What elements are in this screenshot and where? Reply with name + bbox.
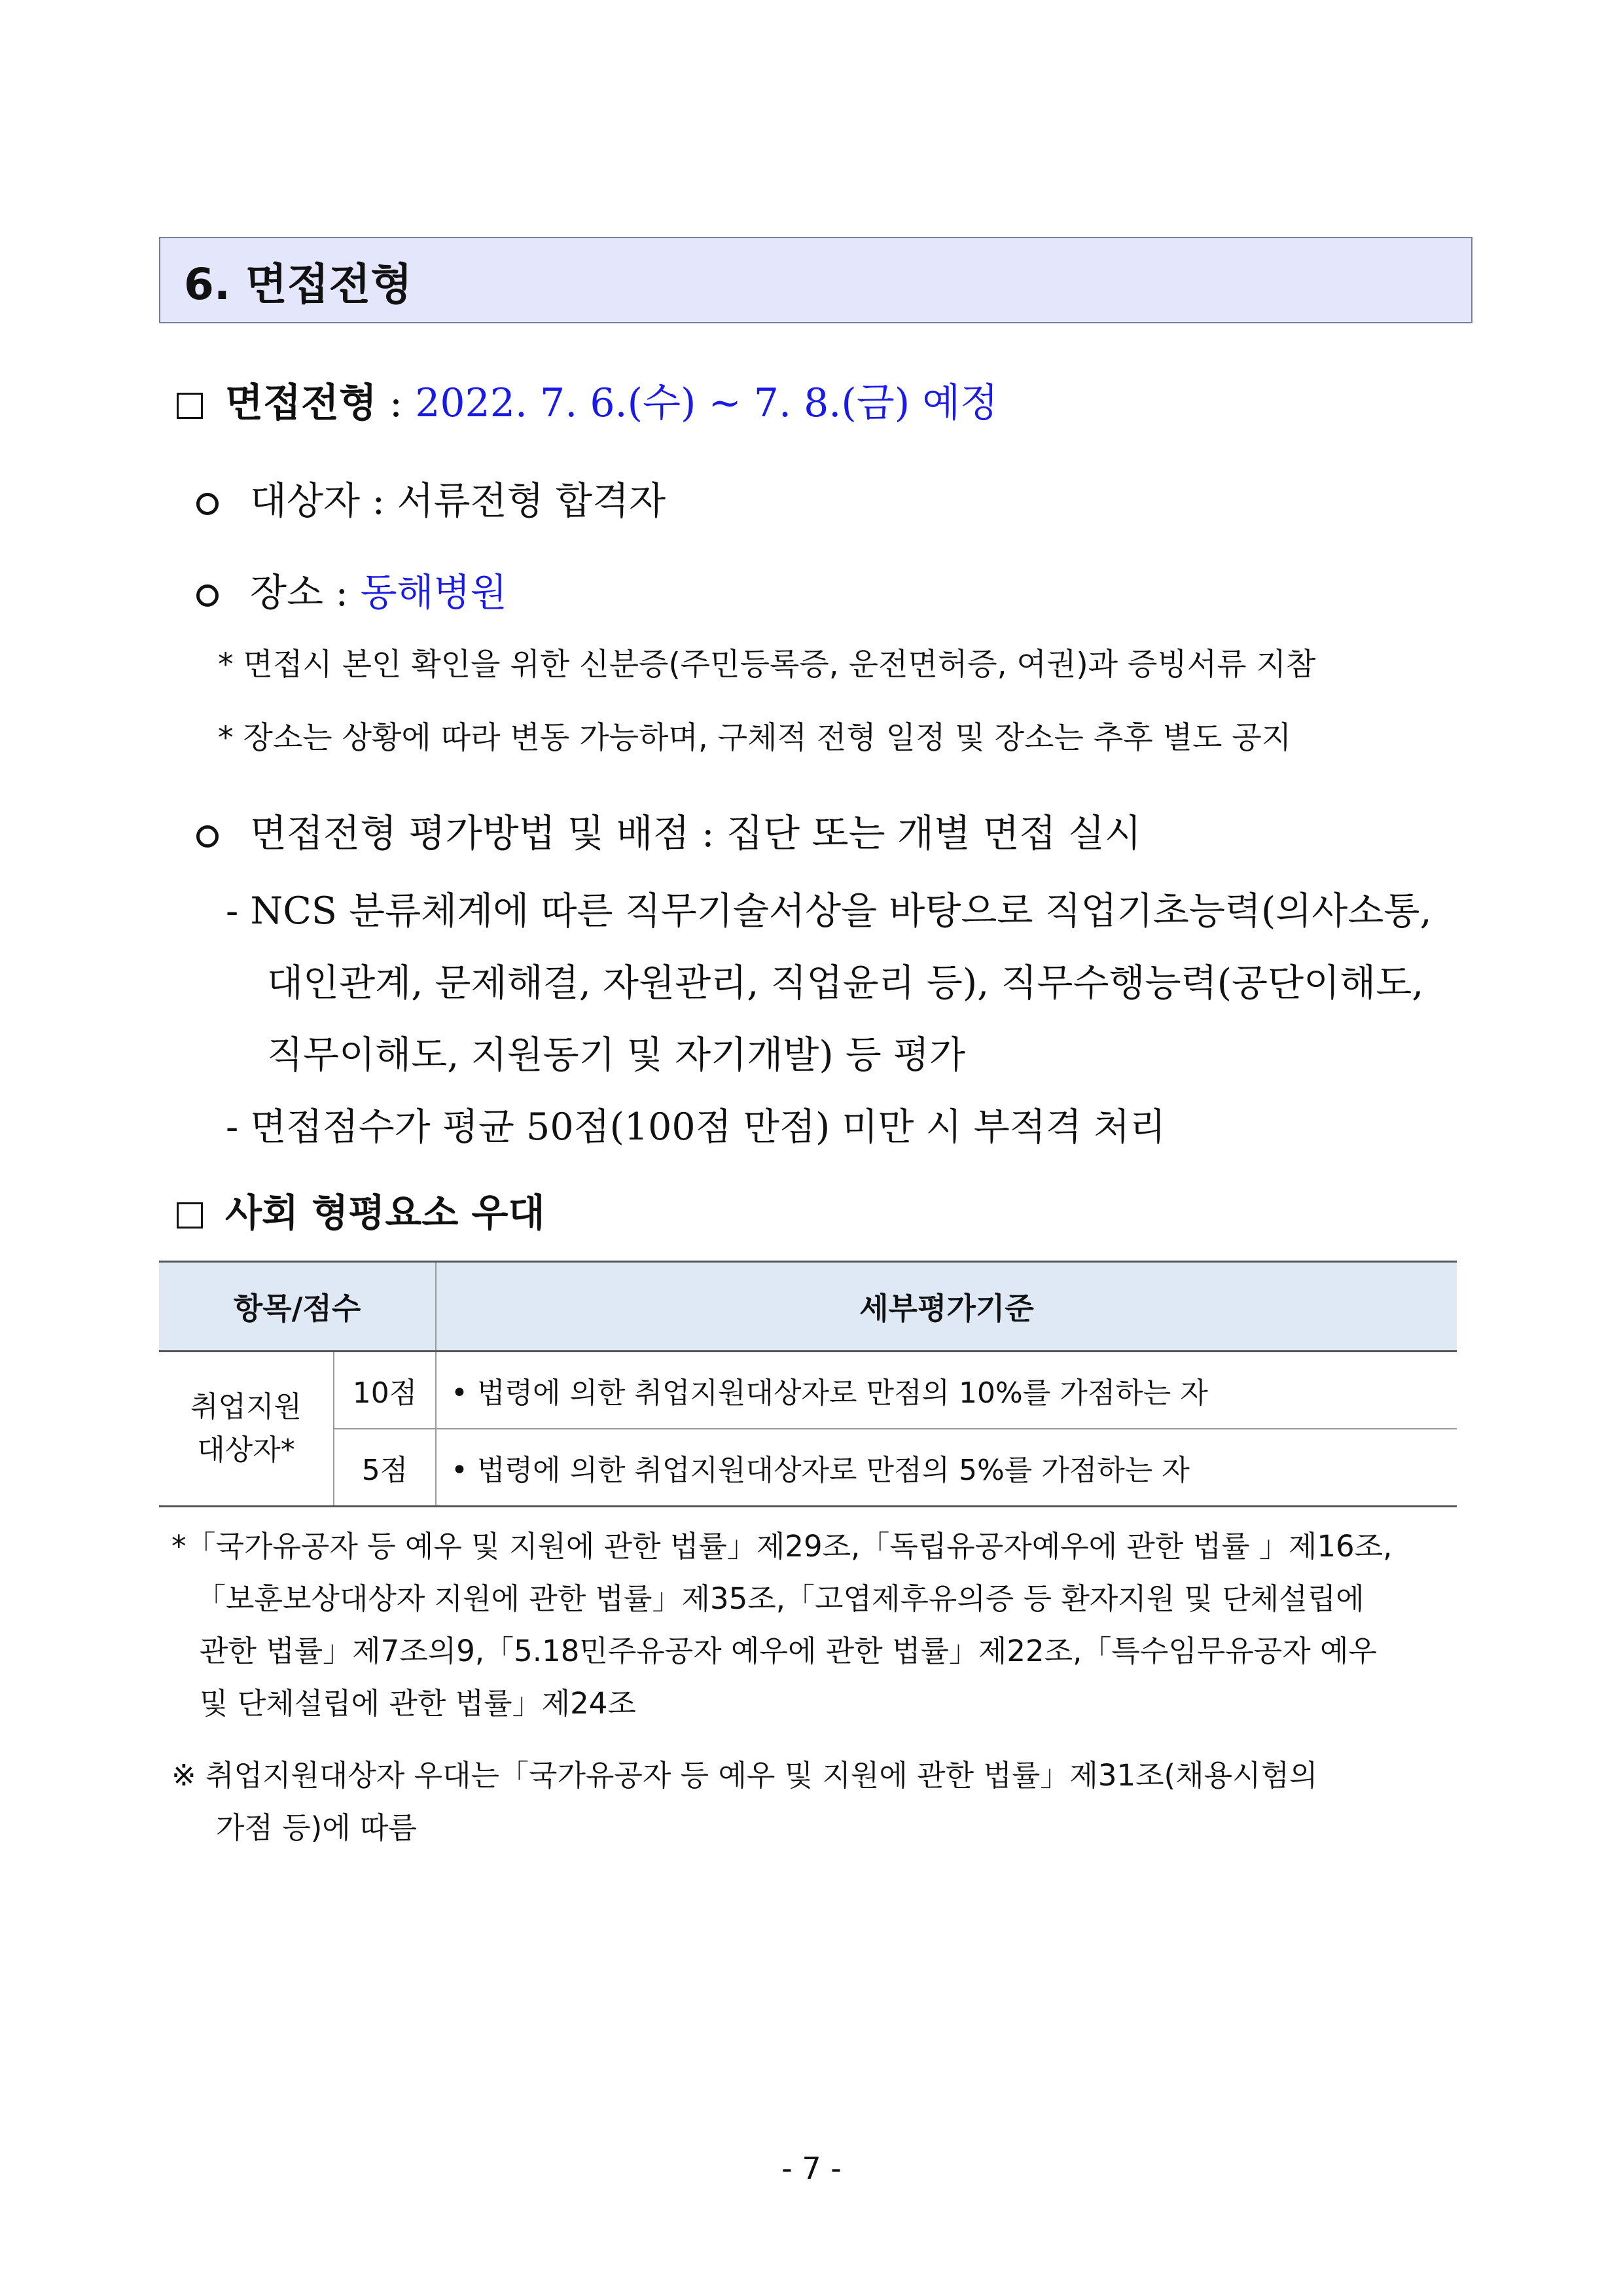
footnote-line-1: *「국가유공자 등 예우 및 지원에 관한 법률」제29조,「독립유공자예우에 관한 법률 」제16조,	[171, 1529, 1393, 1564]
circle-bullet-icon	[196, 584, 219, 607]
evaluation-bullet1-line1: - NCS 분류체계에 따른 직무기술서상을 바탕으로 직업기초능력(의사소통,	[226, 889, 1432, 933]
table-header-row	[159, 1262, 1457, 1352]
section-title: 6. 면접전형	[184, 259, 412, 310]
reference-line-1: ※ 취업지원대상자 우대는「국가유공자 등 예우 및 지원에 관한 법률」제31조(채용시험의	[171, 1758, 1318, 1793]
circle-bullet-icon	[196, 493, 219, 515]
place-line	[196, 562, 507, 617]
circle-bullet-icon	[196, 825, 219, 848]
evaluation-bullet1-line2: 대인관계, 문제해결, 자원관리, 직업윤리 등), 직무수행능력(공단이해도,	[267, 961, 1424, 1005]
target-label: 대상자 :	[250, 478, 397, 523]
criteria-cell: • 법령에 의한 취업지원대상자로 만점의 10%를 가점하는 자	[436, 1352, 1457, 1429]
evaluation-bullet2: - 면접점수가 평균 50점(100점 만점) 미만 시 부적격 처리	[226, 1105, 1166, 1149]
evaluation-heading: 면접전형 평가방법 및 배점 : 집단 또는 개별 면접 실시	[250, 811, 1142, 855]
checkbox-square-icon	[177, 393, 203, 419]
table-row	[159, 1352, 1457, 1429]
evaluation-heading-line	[196, 802, 1141, 857]
note-venue-change: * 장소는 상황에 따라 변동 가능하며, 구체적 전형 일정 및 장소는 추후 별도 공지	[218, 720, 1292, 756]
social-heading: 사회 형평요소 우대	[225, 1191, 545, 1235]
page-number: - 7 -	[781, 2151, 842, 2186]
footnote-line-4: 및 단체설립에 관한 법률」제24조	[200, 1686, 636, 1721]
score-cell: 5점	[334, 1429, 436, 1507]
interview-colon: :	[376, 380, 416, 426]
category-line: 취업지원	[190, 1390, 302, 1424]
category-cell	[159, 1352, 334, 1507]
evaluation-bullet1-line3: 직무이해도, 지원동기 및 자기개발) 등 평가	[267, 1033, 966, 1077]
criteria-cell: • 법령에 의한 취업지원대상자로 만점의 5%를 가점하는 자	[436, 1429, 1457, 1507]
note-id-documents: * 면접시 본인 확인을 위한 신분증(주민등록증, 운전면허증, 여권)과 증빙서류 지참	[218, 647, 1316, 683]
preference-table	[159, 1261, 1457, 1507]
section-title-box	[159, 237, 1472, 323]
place-value: 동해병원	[360, 570, 507, 615]
place-label: 장소 :	[250, 570, 361, 615]
social-heading-line	[177, 1182, 545, 1237]
preference-table-wrap	[159, 1261, 1457, 1507]
checkbox-square-icon	[177, 1202, 203, 1229]
footnote-line-3: 관한 법률」제7조의9,「5.18민주유공자 예우에 관한 법률」제22조,「특수임무유공자 예우	[200, 1634, 1377, 1668]
header-item-score: 항목/점수	[159, 1262, 436, 1352]
target-value: 서류전형 합격자	[397, 478, 666, 523]
category-line: 대상자*	[197, 1433, 295, 1467]
interview-schedule-line	[177, 372, 998, 428]
footnote-line-2: 「보훈보상대상자 지원에 관한 법률」제35조,「고엽제후유의증 등 환자지원 및 단체설립에	[196, 1581, 1364, 1616]
header-criteria: 세부평가기준	[436, 1262, 1457, 1352]
score-cell: 10점	[334, 1352, 436, 1429]
interview-label: 면접전형	[225, 380, 377, 426]
table-row	[159, 1429, 1457, 1507]
target-line	[196, 470, 666, 525]
reference-line-2: 가점 등)에 따름	[216, 1810, 417, 1845]
interview-schedule: 2022. 7. 6.(수) ~ 7. 8.(금) 예정	[415, 380, 999, 426]
